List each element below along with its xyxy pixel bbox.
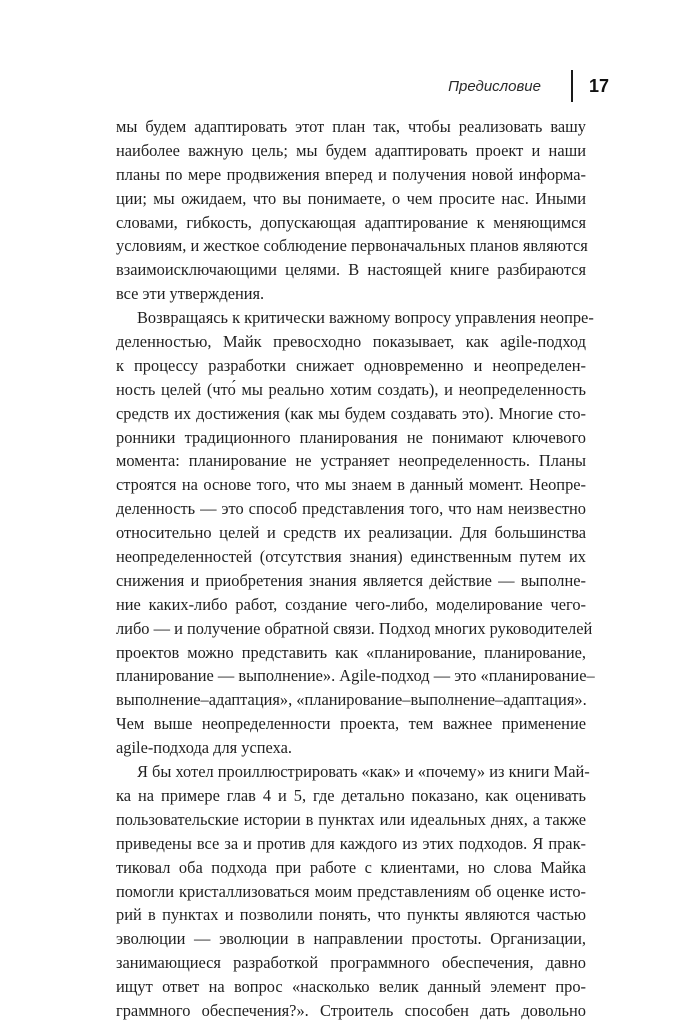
text-line: словами, гибкость, допускающая адаптирование к меняющимся <box>116 212 586 232</box>
text-line: неопределенностей (отсутствия знания) единственным путем их <box>116 547 586 567</box>
text-line: пользовательские истории в пунктах или идеальных днях, а также <box>116 809 586 829</box>
text-line: средств их достижения (как мы будем создавать это). Многие сто- <box>116 403 586 423</box>
section-title: Предисловие <box>448 78 541 95</box>
text-line: граммного обеспечения?». Строитель способен дать довольно <box>116 1000 586 1020</box>
text-line: выполнение–адаптация», «планирование–выполнение–адаптация». <box>116 690 587 710</box>
running-head <box>0 70 686 104</box>
text-line: момента: планирование не устраняет неопределенность. Планы <box>116 451 586 471</box>
text-line: agile-подхода для успеха. <box>116 738 292 758</box>
text-line: ищут ответ на вопрос «насколько велик данный элемент про- <box>116 977 586 997</box>
text-line: планирование — выполнение». Agile-подход — это «планирование– <box>116 666 595 686</box>
text-line: мы будем адаптировать этот план так, чтобы реализовать вашу <box>116 117 586 136</box>
text-line: тиковал оба подхода при работе с клиентами, но слова Майка <box>116 857 586 877</box>
body-text <box>116 115 595 1023</box>
text-line: Я бы хотел проиллюстрировать «как» и «почему» из книги Май- <box>137 762 590 782</box>
paragraph <box>116 760 590 1023</box>
text-line: планы по мере продвижения вперед и получения новой информа- <box>116 164 586 184</box>
text-line: деленностью, Майк превосходно показывает, как agile-подход <box>116 332 586 352</box>
text-line: либо — и получение обратной связи. Подход многих руководителей <box>116 618 593 638</box>
paragraph <box>116 115 586 306</box>
text-line: к процессу разработки снижает одновременно и неопределен- <box>116 355 586 375</box>
text-line: ронники традиционного планирования не понимают ключевого <box>116 427 586 447</box>
text-line: проектов можно представить как «планирование, планирование, <box>116 642 586 662</box>
text-line: все эти утверждения. <box>116 284 265 304</box>
text-line: ции; мы ожидаем, что вы понимаете, о чем просите нас. Иными <box>116 188 586 208</box>
text-line: эволюции — эволюции в направлении простоты. Организации, <box>116 929 586 949</box>
text-line: снижения и приобретения знания является действие — выполне- <box>116 570 586 590</box>
text-line: Возвращаясь к критически важному вопросу управления неопре- <box>137 308 594 328</box>
text-line: ние каких-либо работ, создание чего-либо, моделирование чего- <box>116 594 586 614</box>
text-line: строятся на основе того, что мы знаем в данный момент. Неопре- <box>116 475 586 495</box>
text-line: деленность — это способ представления того, что нам неизвестно <box>116 499 586 519</box>
text-line: взаимоисключающими целями. В настоящей книге разбираются <box>116 260 586 280</box>
text-line: приведены все за и против для каждого из этих подходов. Я прак- <box>116 833 586 853</box>
text-line: относительно целей и средств их реализации. Для большинства <box>116 523 586 543</box>
text-line: ка на примере глав 4 и 5, где детально показано, как оценивать <box>116 785 586 805</box>
text-line: Чем выше неопределенности проекта, тем важнее применение <box>116 714 586 734</box>
text-line: наиболее важную цель; мы будем адаптировать проект и наши <box>116 140 586 160</box>
text-line: рий в пунктах и позволили понять, что пункты являются частью <box>116 905 586 925</box>
page-number: 17 <box>589 76 610 96</box>
text-line: занимающиеся разработкой программного обеспечения, давно <box>116 953 586 973</box>
text-line: условиям, и жесткое соблюдение первоначальных планов являются <box>116 236 588 256</box>
text-line: помогли кристаллизоваться моим представлениям об оценке исто- <box>116 881 586 901</box>
header-divider <box>571 70 573 102</box>
text-line: ность целей (что́ мы реально хотим создать), и неопределенность <box>116 379 586 399</box>
paragraph <box>116 306 595 760</box>
